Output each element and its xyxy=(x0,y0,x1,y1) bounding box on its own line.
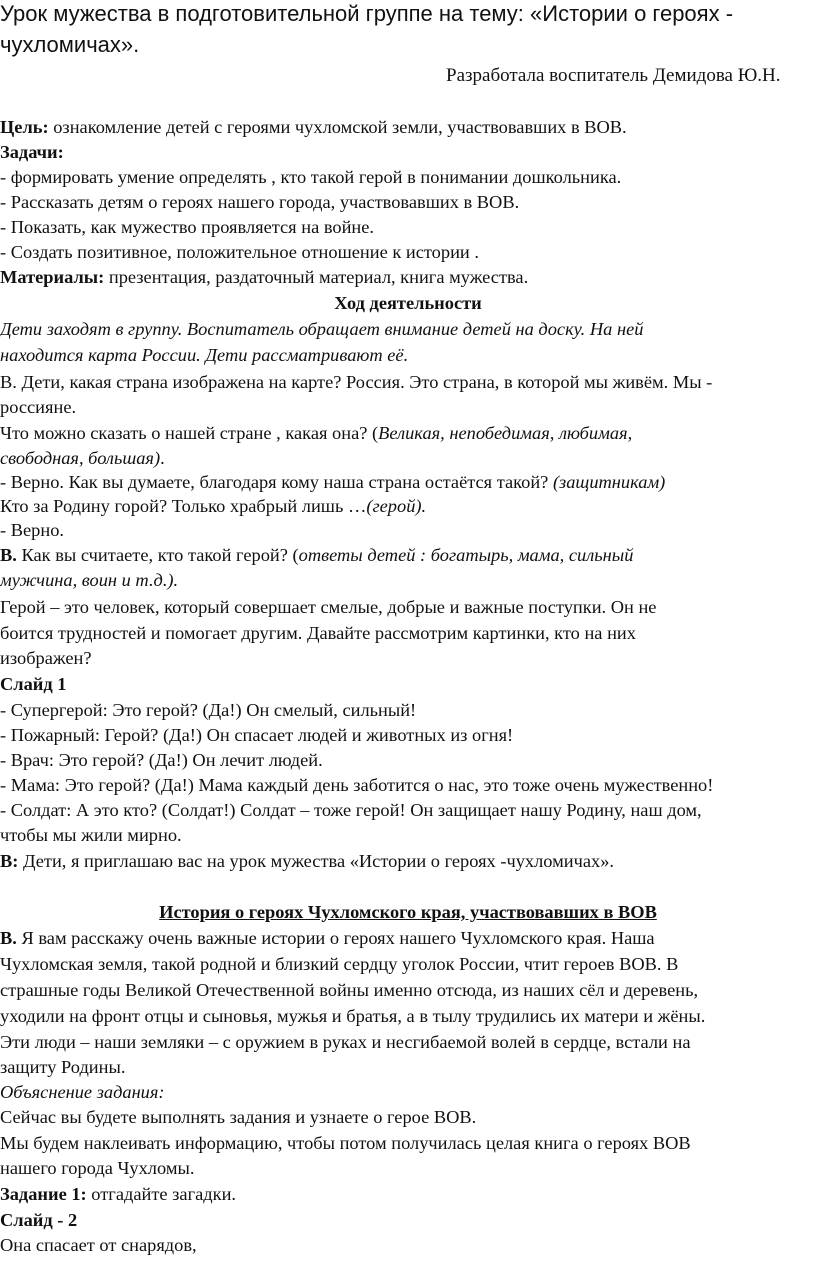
slide-label: Слайд - 2 xyxy=(0,1210,78,1230)
slide-label: Слайд 1 xyxy=(0,674,67,694)
invite-paragraph: В: Дети, я приглашаю вас на урок мужества «Истории о героях -чухломичах». xyxy=(0,851,615,871)
materials-label: Материалы: xyxy=(0,267,105,287)
goal-text: ознакомление детей с героями чухломской земли, участвовавших в ВОВ. xyxy=(48,117,627,137)
dialogue-line: - Верно. Как вы думаете, благодаря кому наша страна остаётся такой? (защитникам) xyxy=(0,472,666,492)
dialogue-line: Что можно сказать о нашей стране , какая она? (Великая, непобедимая, любимая, xyxy=(0,423,633,443)
dialogue-line: - Верно. xyxy=(0,520,64,540)
story-line: В. Я вам расскажу очень важные истории о героях нашего Чухломского края. Наша xyxy=(0,928,655,948)
riddle-line: Она спасает от снарядов, xyxy=(0,1235,197,1255)
dialogue-line: россияне. xyxy=(0,397,77,417)
explanation-line: нашего города Чухломы. xyxy=(0,1158,195,1178)
tasks-label: Задачи: xyxy=(0,142,64,162)
slide-item: - Супергерой: Это герой? (Да!) Он смелый, сильный! xyxy=(0,700,417,720)
dialogue-line: мужчина, воин и т.д.). xyxy=(0,570,179,590)
intro-italic-line: Дети заходят в группу. Воспитатель обращает внимание детей на доску. На ней xyxy=(0,319,644,339)
dialogue-line: В. Как вы считаете, кто такой герой? (ответы детей : богатырь, мама, сильный xyxy=(0,545,634,565)
story-line: защиту Родины. xyxy=(0,1057,126,1077)
author-line: Разработала воспитатель Демидова Ю.Н. xyxy=(446,65,781,86)
dialogue-line: свободная, большая). xyxy=(0,448,165,468)
slide-item: - Врач: Это герой? (Да!) Он лечит людей. xyxy=(0,750,323,770)
lesson-title-line-2: чухломичах». xyxy=(0,32,140,57)
section-heading: История о героях Чухломского края, участвовавших в ВОВ xyxy=(159,902,657,922)
task-item: - формировать умение определять , кто такой герой в понимании дошкольника. xyxy=(0,167,622,187)
materials-paragraph xyxy=(0,265,528,290)
task-item: - Рассказать детям о героях нашего города, участвовавших в ВОВ. xyxy=(0,192,520,212)
slide-item: чтобы мы жили мирно. xyxy=(0,825,182,845)
slide-item: - Пожарный: Герой? (Да!) Он спасает людей и животных из огня! xyxy=(0,725,514,745)
hero-definition-line: Герой – это человек, который совершает смелые, добрые и важные поступки. Он не xyxy=(0,597,657,617)
section-heading: Ход деятельности xyxy=(334,293,482,313)
materials-text: презентация, раздаточный материал, книга мужества. xyxy=(104,267,529,287)
task-item: - Показать, как мужество проявляется на войне. xyxy=(0,217,375,237)
slide-item: - Мама: Это герой? (Да!) Мама каждый день заботится о нас, это тоже очень мужественно! xyxy=(0,775,714,795)
goal-label: Цель: xyxy=(0,117,49,137)
explanation-line: Мы будем наклеивать информацию, чтобы потом получилась целая книга о героях ВОВ xyxy=(0,1133,691,1153)
intro-italic-line: находится карта России. Дети рассматривают её. xyxy=(0,345,409,365)
slide-item: - Солдат: А это кто? (Солдат!) Солдат – тоже герой! Он защищает нашу Родину, наш дом, xyxy=(0,800,702,820)
story-line: Чухломская земля, такой родной и близкий сердцу уголок России, чтит героев ВОВ. В xyxy=(0,954,679,974)
task-item: - Создать позитивное, положительное отношение к истории . xyxy=(0,242,479,262)
dialogue-line: Кто за Родину горой? Только храбрый лишь …(герой). xyxy=(0,496,427,516)
explanation-label: Объяснение задания: xyxy=(0,1082,165,1102)
story-line: страшные годы Великой Отечественной войны именно отсюда, из наших сёл и деревень, xyxy=(0,980,699,1000)
story-line: уходили на фронт отцы и сыновья, мужья и братья, а в тылу трудились их матери и жёны. xyxy=(0,1006,706,1026)
hero-definition-line: боится трудностей и помогает другим. Давайте рассмотрим картинки, кто на них xyxy=(0,623,636,643)
hero-definition-line: изображен? xyxy=(0,648,92,668)
task1-paragraph: Задание 1: отгадайте загадки. xyxy=(0,1184,237,1204)
dialogue-line: В. Дети, какая страна изображена на карте? Россия. Это страна, в которой мы живём. Мы - xyxy=(0,372,713,392)
explanation-line: Сейчас вы будете выполнять задания и узнаете о герое ВОВ. xyxy=(0,1107,477,1127)
story-line: Эти люди – наши земляки – с оружием в руках и несгибаемой волей в сердце, встали на xyxy=(0,1032,691,1052)
lesson-title-line-1: Урок мужества в подготовительной группе на тему: «Истории о героях - xyxy=(0,1,734,26)
goal-paragraph xyxy=(0,115,627,140)
